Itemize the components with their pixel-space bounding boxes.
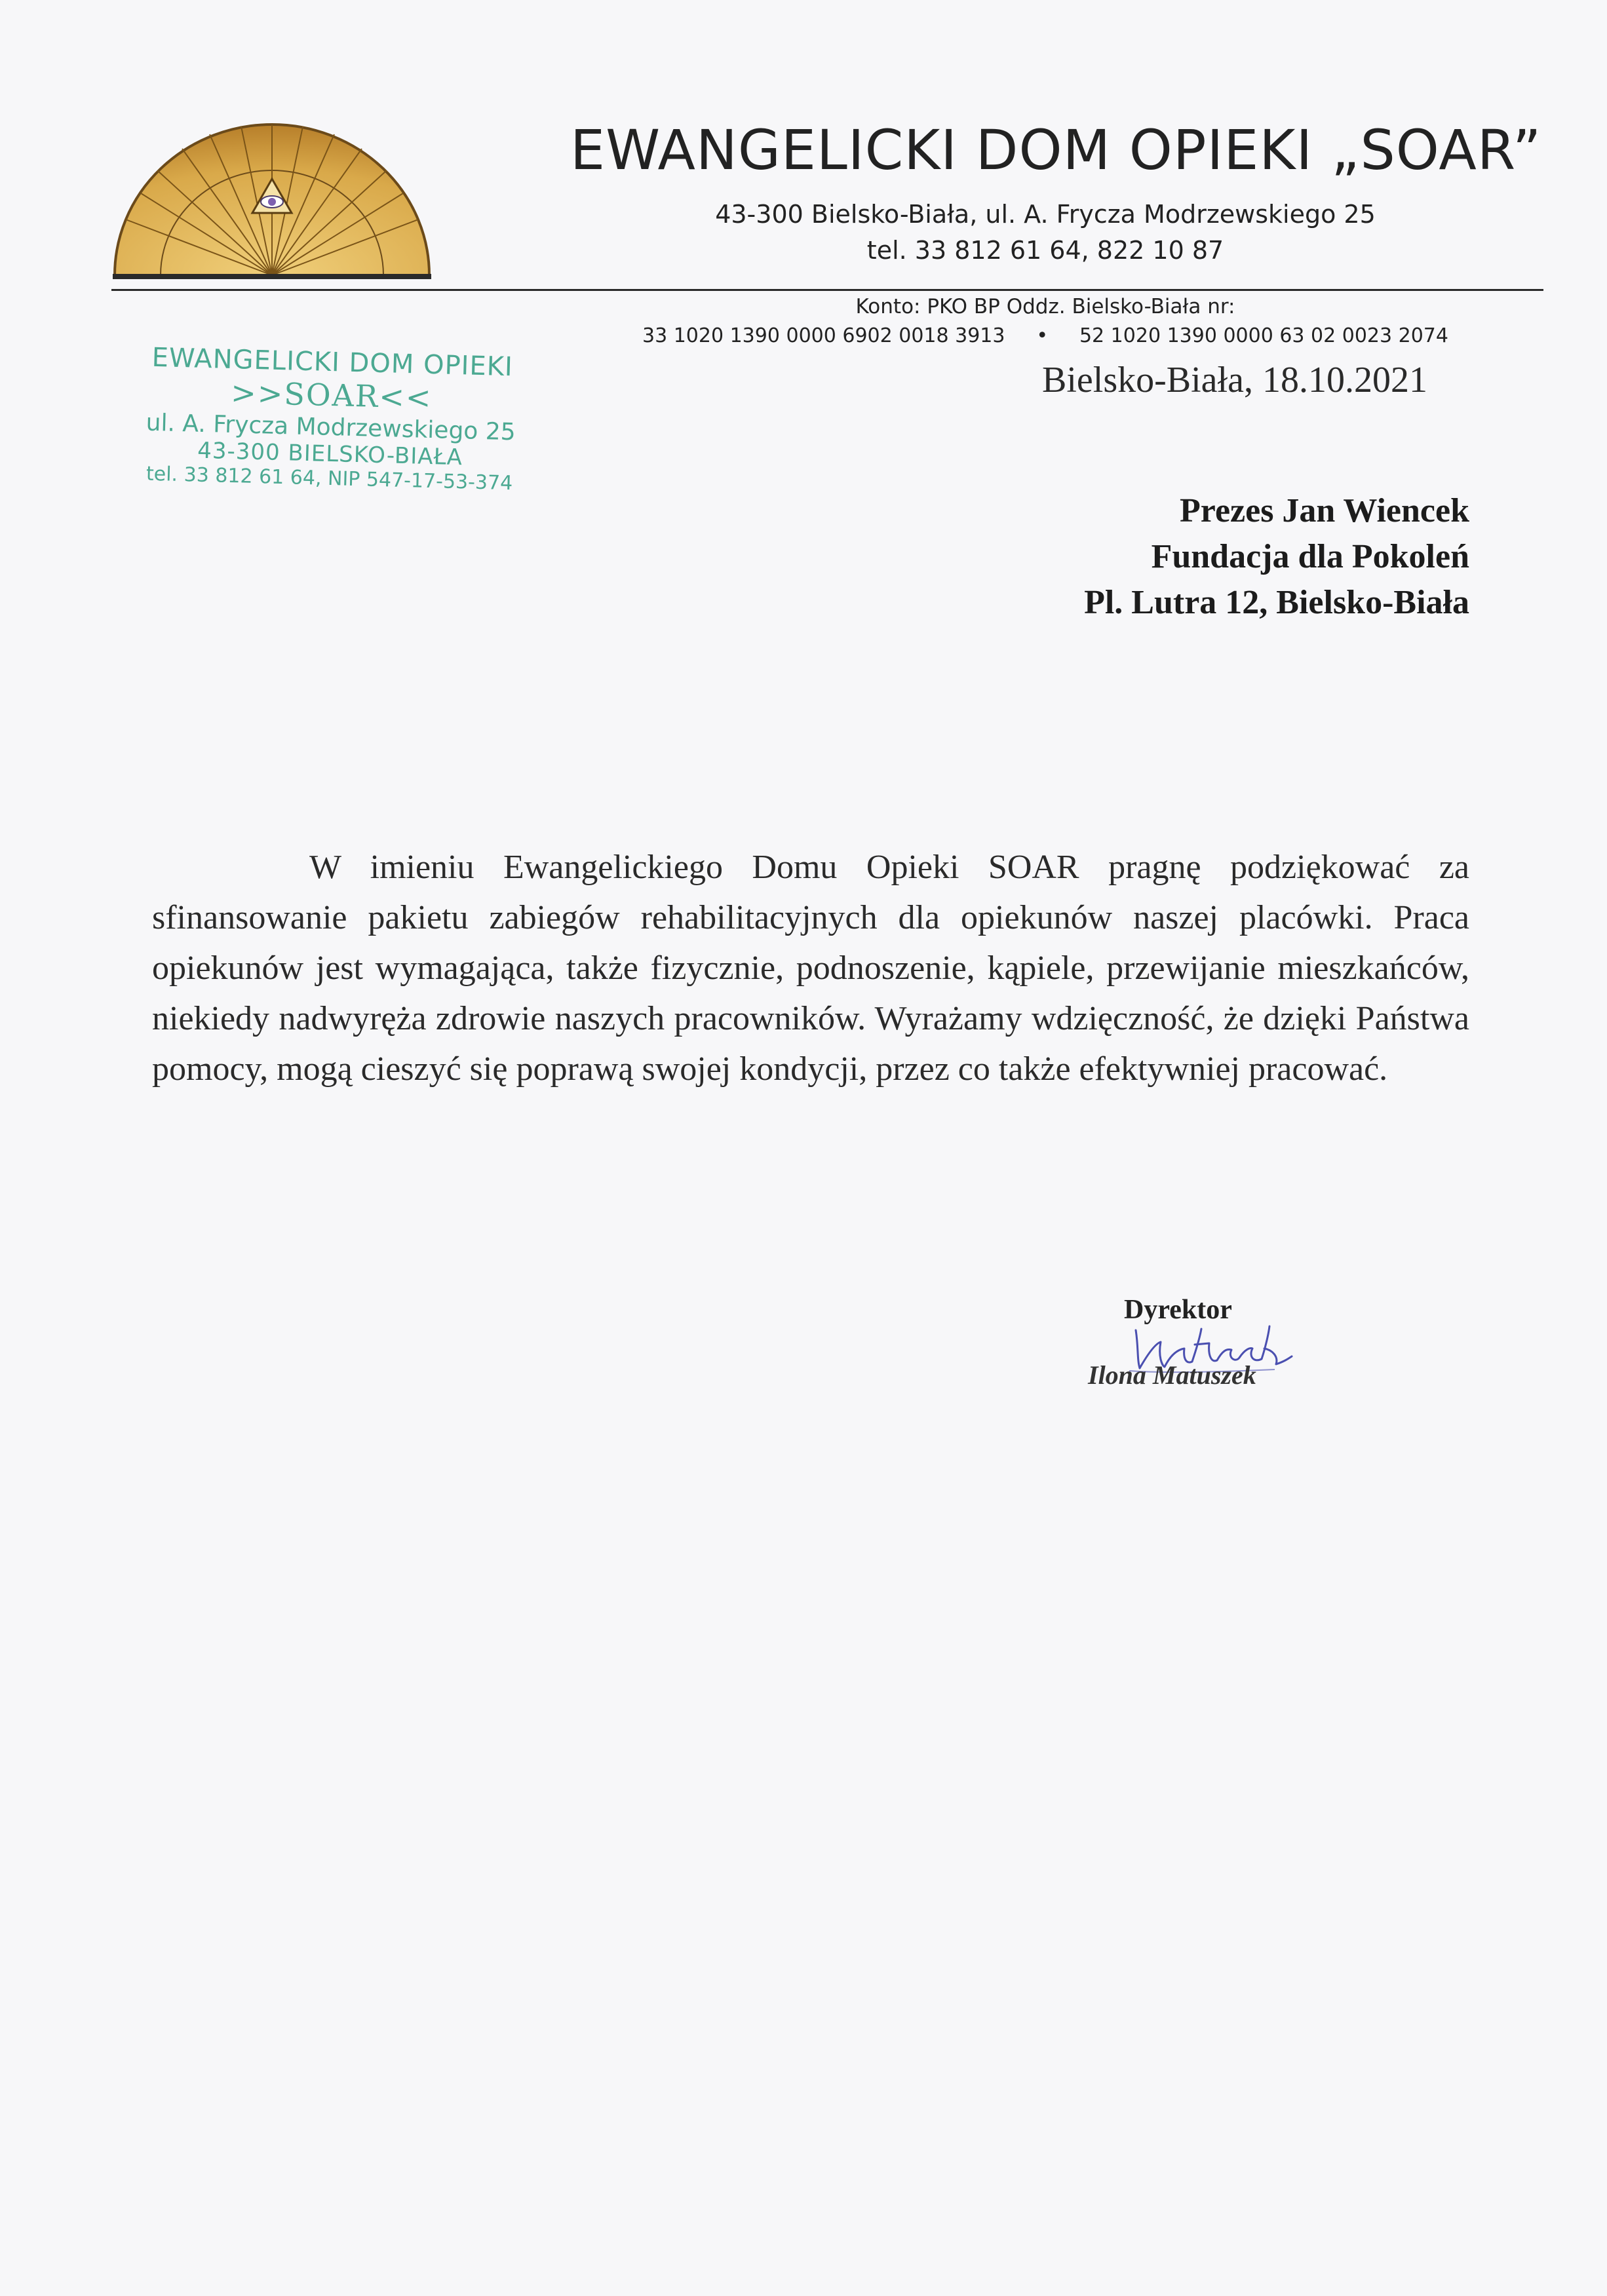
soar-logo	[111, 121, 433, 282]
header-divider	[111, 289, 1543, 291]
stamp-line-street: ul. A. Frycza Modrzewskiego 25	[145, 409, 516, 446]
letter-date: Bielsko-Biała, 18.10.2021	[1042, 360, 1427, 400]
bank-accounts	[642, 324, 1448, 347]
stamp-line-phone: tel. 33 812 61 64, NIP 547-17-53-374	[145, 462, 513, 495]
bank-account-2: 52 1020 1390 0000 63 02 0023 2074	[1079, 324, 1448, 347]
recipient-name: Prezes Jan Wiencek	[1180, 492, 1469, 529]
organization-phone: tel. 33 812 61 64, 822 10 87	[866, 236, 1224, 265]
recipient-organization: Fundacja dla Pokoleń	[1151, 538, 1469, 575]
stamp-line-soar: >>SOAR<<	[230, 374, 433, 416]
signatory-name: Ilona Matuszek	[1088, 1360, 1256, 1390]
stamp-line-city: 43-300 BIELSKO-BIAŁA	[197, 437, 463, 471]
recipient-block	[1084, 488, 1469, 626]
organization-address: 43-300 Bielsko-Biała, ul. A. Frycza Modrzewskiego 25	[715, 200, 1376, 229]
stamp-line-name: EWANGELICKI DOM OPIEKI	[151, 342, 514, 383]
recipient-address: Pl. Lutra 12, Bielsko-Biała	[1084, 584, 1469, 621]
bank-account-1: 33 1020 1390 0000 6902 0018 3913	[642, 324, 1005, 347]
signature-title: Dyrektor	[1124, 1295, 1232, 1325]
organization-name: EWANGELICKI DOM OPIEKI „SOAR”	[570, 118, 1542, 182]
organization-stamp	[136, 342, 526, 495]
bullet-separator: •	[1036, 324, 1049, 347]
letter-body: W imieniu Ewangelickiego Domu Opieki SOAR pragnę podziękować za sfinansowanie pakietu zabiegów rehabilitacyjnych dla opiekunów naszej placówki. Praca opiekunów jest wymagająca, także fizycznie, podnoszenie, kąpiele, przewijanie mieszkańców, niekiedy nadwyręża zdrowie naszych pracowników. Wyrażamy wdzięczność, że dzięki Państwa pomocy, mogą cieszyć się poprawą swojej kondycji, przez co także efektywniej pracować.	[152, 849, 1469, 1088]
bank-label: Konto: PKO BP Oddz. Bielsko-Biała nr:	[855, 295, 1235, 318]
